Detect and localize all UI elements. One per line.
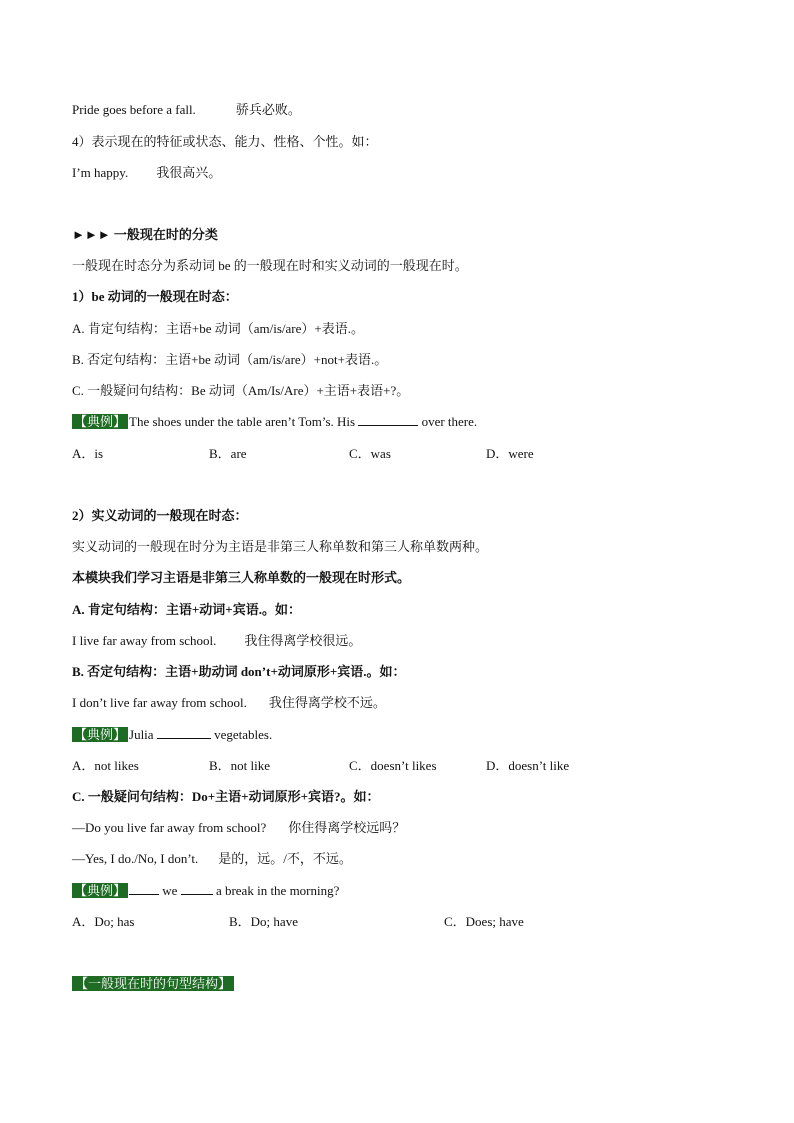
- module-note: 本模块我们学习主语是非第三人称单数的一般现在时形式。: [72, 570, 411, 585]
- example-1-option-c: C．was: [349, 446, 391, 461]
- example-2-option-d: D．doesn’t like: [486, 758, 570, 773]
- answer-blank: [157, 726, 211, 739]
- question-text-b: a break in the morning?: [215, 883, 340, 898]
- example-sentence-happy: [72, 164, 221, 182]
- chinese-translation: 我很高兴。: [156, 165, 222, 180]
- question-text-a: The shoes under the table aren’t Tom’s. His: [129, 414, 356, 429]
- action-negative-structure: B. 否定句结构：主语+助动词 don’t+动词原形+宾语.。如：: [72, 664, 406, 679]
- be-negative-structure: B. 否定句结构：主语+be 动词（am/is/are）+not+表语.。: [72, 352, 388, 367]
- be-affirmative-structure: A. 肯定句结构：主语+be 动词（am/is/are）+表语.。: [72, 321, 364, 336]
- example-tag: 【典例】: [74, 883, 127, 898]
- chinese-translation: 你住得离学校远吗？: [288, 820, 406, 835]
- example-sentence-dont-live: [72, 694, 386, 712]
- section-tag: 【一般现在时的句型结构】: [72, 976, 234, 991]
- example-1-option-b: B．are: [209, 446, 247, 461]
- example-tag: 【典例】: [74, 414, 127, 429]
- usage-point-4: 4）表示现在的特征或状态、能力、性格、个性。如：: [72, 134, 378, 149]
- example-3-option-b: B．Do; have: [229, 914, 298, 929]
- english-sentence: —Do you live far away from school?: [72, 820, 267, 835]
- action-question-structure: C. 一般疑问句结构：Do+主语+动词原形+宾语?。如：: [72, 789, 380, 804]
- question-text-b: vegetables.: [214, 727, 273, 742]
- subheading-be-verb: 1）be 动词的一般现在时态：: [72, 289, 238, 304]
- answer-blank: [358, 413, 418, 426]
- example-2-option-b: B．not like: [209, 758, 271, 773]
- example-2-question: [72, 726, 272, 744]
- chinese-translation: 骄兵必败。: [235, 102, 301, 117]
- english-sentence: —Yes, I do./No, I don’t.: [72, 851, 199, 866]
- answer-blank-1: [129, 882, 159, 895]
- classification-intro: 一般现在时态分为系动词 be 的一般现在时和实义动词的一般现在时。: [72, 258, 468, 273]
- section-heading-classification: ►►► 一般现在时的分类: [72, 227, 218, 242]
- english-sentence: I’m happy.: [72, 165, 129, 180]
- chinese-translation: 我住得离学校很远。: [244, 633, 362, 648]
- example-sentence-live: [72, 632, 361, 650]
- question-text-a: we: [162, 883, 178, 898]
- action-verb-intro: 实义动词的一般现在时分为主语是非第三人称单数和第三人称单数两种。: [72, 539, 489, 554]
- example-1-option-a: A．is: [72, 446, 104, 461]
- answer-blank-2: [181, 882, 213, 895]
- dialogue-answer: [72, 850, 352, 868]
- example-1-option-d: D．were: [486, 446, 534, 461]
- english-sentence: I live far away from school.: [72, 633, 217, 648]
- english-sentence: I don’t live far away from school.: [72, 695, 247, 710]
- english-sentence: Pride goes before a fall.: [72, 102, 196, 117]
- example-3-question: [72, 882, 339, 900]
- example-3-option-a: A．Do; has: [72, 914, 135, 929]
- subheading-action-verb: 2）实义动词的一般现在时态：: [72, 508, 248, 523]
- chinese-translation: 我住得离学校不远。: [268, 695, 386, 710]
- example-sentence-pride: [72, 101, 301, 119]
- be-question-structure: C. 一般疑问句结构：Be 动词（Am/Is/Are）+主语+表语+?。: [72, 383, 410, 398]
- dialogue-question: [72, 819, 405, 837]
- example-1-question: [72, 413, 477, 431]
- example-tag: 【典例】: [74, 727, 127, 742]
- question-text-b: over there.: [421, 414, 478, 429]
- section-heading-sentence-structure: [72, 975, 234, 993]
- chinese-translation: 是的，远。/不，不远。: [218, 851, 352, 866]
- question-text-a: Julia: [129, 727, 154, 742]
- example-2-option-a: A．not likes: [72, 758, 139, 773]
- action-affirmative-structure: A. 肯定句结构：主语+动词+宾语.。如：: [72, 602, 301, 617]
- example-2-option-c: C．doesn’t likes: [349, 758, 437, 773]
- example-3-option-c: C．Does; have: [444, 914, 524, 929]
